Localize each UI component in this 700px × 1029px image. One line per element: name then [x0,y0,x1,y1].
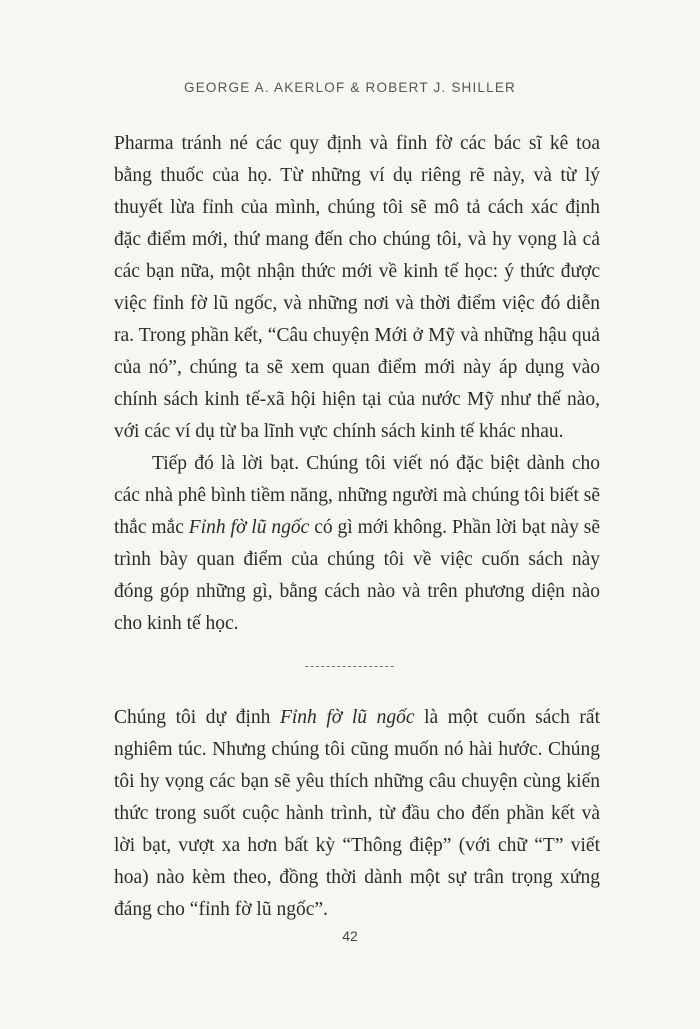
book-title-italic: Fỉnh fờ lũ ngốc [279,707,415,728]
paragraph-3 [114,702,600,926]
paragraph-3-text-end: là một cuốn sách rất nghiêm túc. Nhưng chúng tôi cũng muốn nó hài hước. Chúng tôi hy vọng các bạn sẽ yêu thích những câu chuyện cùng kiến thức trong suốt cuộc hành trình, từ đầu cho đến phần kết và lời bạt, vượt xa hơn bất kỳ “Thông điệp” (với chữ “T” viết hoa) nào kèm theo, đồng thời dành một sự trân trọng xứng đáng cho “fỉnh fờ lũ ngốc”. [114,707,600,920]
paragraph-2 [114,448,600,640]
book-title-italic: Fỉnh fờ lũ ngốc [188,517,310,538]
running-header: GEORGE A. AKERLOF & ROBERT J. SHILLER [184,80,516,95]
text-block-lower [114,702,600,926]
text-block-upper [114,128,600,640]
paragraph-2-text-start: Tiếp đó là lời bạt. Chúng tôi viết nó đặc biệt dành cho các nhà phê bình tiềm năng, những người mà chúng tôi biết sẽ thắc mắc [114,453,600,538]
paragraph-3-text-start: Chúng tôi dự định [114,707,280,728]
paragraph-2-text-end: có gì mới không. Phần lời bạt này sẽ trình bày quan điểm của chúng tôi về việc cuốn sách này đóng góp những gì, bằng cách nào và trên phương diện nào cho kinh tế học. [114,517,600,634]
paragraph-1: Pharma tránh né các quy định và fỉnh fờ các bác sĩ kê toa bằng thuốc của họ. Từ những ví dụ riêng rẽ này, và từ lý thuyết lừa fỉnh của mình, chúng tôi sẽ mô tả cách xác định đặc điểm mới, thứ mang đến cho chúng tôi, và hy vọng là cả các bạn nữa, một nhận thức mới về kinh tế học: ý thức được việc fỉnh fờ lũ ngốc, và những nơi và thời điểm việc đó diễn ra. Trong phần kết, “Câu chuyện Mới ở Mỹ và những hậu quả của nó”, chúng ta sẽ xem quan điểm mới này áp dụng vào chính sách kinh tế-xã hội hiện tại của nước Mỹ như thế nào, với các ví dụ từ ba lĩnh vực chính sách kinh tế khác nhau. [114,133,600,442]
page-number: 42 [342,928,358,944]
section-divider: ----------------- [304,658,396,673]
